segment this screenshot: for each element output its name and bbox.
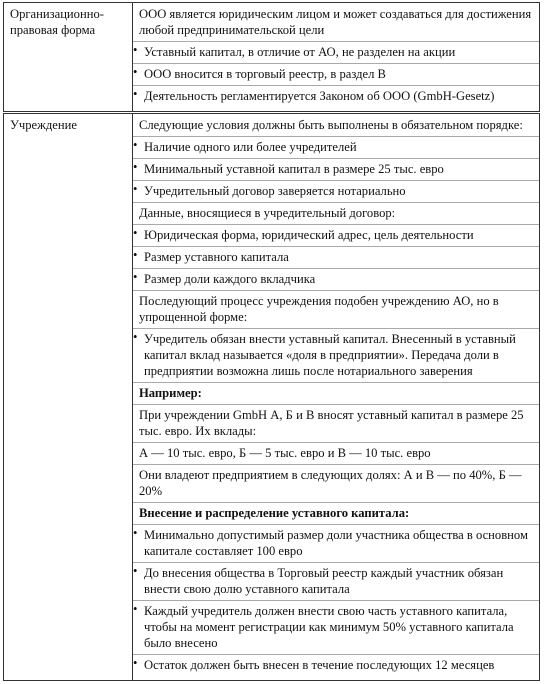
info-table xyxy=(3,2,540,681)
example-heading: Например: xyxy=(133,382,539,404)
example-shares: Они владеют предприятием в следующих долях: А и В — по 40%, Б — 20% xyxy=(133,464,539,502)
list-item: • Учредительный договор заверяется нотариально xyxy=(133,180,539,202)
list-item: • Учредитель обязан внести уставный капитал. Внесенный в уставный капитал вклад называется «доля в предприятии». Передача доли в предприятии возможна лишь после нотариального заверения xyxy=(133,328,539,382)
list-item: • Минимально допустимый размер доли участника общества в основном капитале составляет 100 евро xyxy=(133,524,539,562)
list-item: • Размер доли каждого вкладчика xyxy=(133,268,539,290)
list-item: • Наличие одного или более учредителей xyxy=(133,136,539,158)
list-item: • Уставный капитал, в отличие от АО, не разделен на акции xyxy=(133,41,539,63)
list-item: • ООО вносится в торговый реестр, в раздел В xyxy=(133,63,539,85)
example-contributions: А — 10 тыс. евро, Б — 5 тыс. евро и В — 10 тыс. евро xyxy=(133,442,539,464)
list-item: • Каждый учредитель должен внести свою часть уставного капитала, чтобы на момент регистрации как минимум 50% уставного капитала было внесено xyxy=(133,600,539,654)
row-content xyxy=(133,113,540,681)
list-item: • Размер уставного капитала xyxy=(133,246,539,268)
row-label: Организационно-правовая форма xyxy=(4,3,133,113)
row-label: Учреждение xyxy=(4,113,133,681)
table-row-legal-form xyxy=(4,3,540,113)
list-item: • Остаток должен быть внесен в течение последующих 12 месяцев xyxy=(133,654,539,676)
example-text: При учреждении GmbH А, Б и В вносят уставный капитал в размере 25 тыс. евро. Их вклады: xyxy=(133,404,539,442)
list-item: • Деятельность регламентируется Законом об ООО (GmbH-Gesetz) xyxy=(133,85,539,107)
process-intro: Последующий процесс учреждения подобен учреждению АО, но в упрощенной форме: xyxy=(133,290,539,328)
intro-text: ООО является юридическим лицом и может создаваться для достижения любой предпринимательской цели xyxy=(139,7,532,37)
list-item: • Минимальный уставной капитал в размере 25 тыс. евро xyxy=(133,158,539,180)
table-row-founding xyxy=(4,113,540,681)
contract-data-intro: Данные, вносящиеся в учредительный договор: xyxy=(133,202,539,224)
list-item: • Юридическая форма, юридический адрес, цель деятельности xyxy=(133,224,539,246)
conditions-intro: Следующие условия должны быть выполнены в обязательном порядке: xyxy=(139,118,523,132)
capital-heading: Внесение и распределение уставного капитала: xyxy=(133,502,539,524)
list-item: • До внесения общества в Торговый реестр каждый участник обязан внести свою долю уставного капитала xyxy=(133,562,539,600)
row-content xyxy=(133,3,540,113)
